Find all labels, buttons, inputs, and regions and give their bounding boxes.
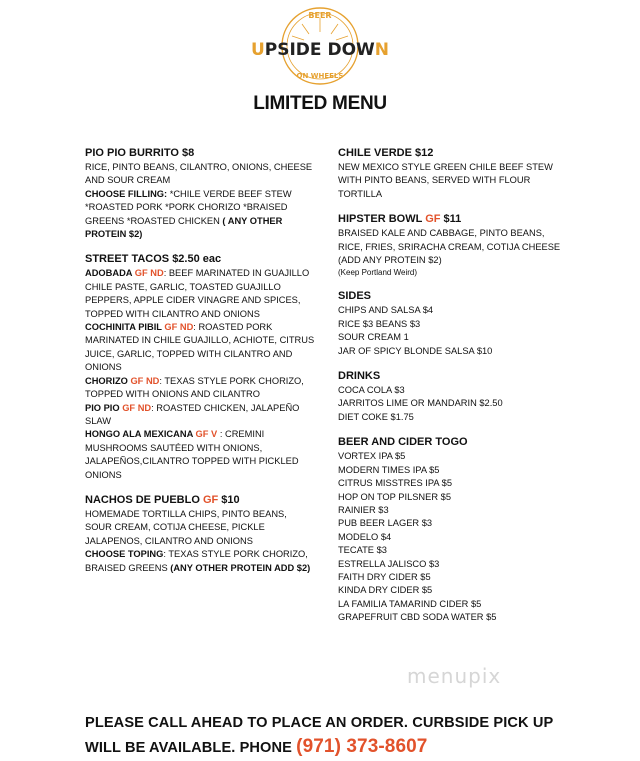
taco-item: COCHINITA PIBIL GF ND: ROASTED PORK MARINATED IN CHILE GUAJILLO, ACHIOTE, CITRUS JUICE, GARLIC, TOPPED WITH CILANTRO AND ONIONS [85, 322, 315, 373]
list-item: HOP ON TOP PILSNER $5 [338, 491, 451, 502]
burrito-desc: RICE, PINTO BEANS, CILANTRO, ONIONS, CHEESE AND SOUR CREAM CHOOSE FILLING: *CHILE VERDE BEEF STEW *ROASTED PORK *PORK CHORIZO *BRAISED GREENS *ROASTED CHICKEN ( ANY OTHER PROTEIN $2) [85, 162, 313, 240]
taco-item: CHORIZO GF ND: TEXAS STYLE PORK CHORIZO, TOPPED WITH ONIONS AND CILANTRO [85, 375, 304, 400]
pio-pio-burrito-section [85, 146, 315, 241]
taco-item: PIO PIO GF ND: ROASTED CHICKEN, JALAPEÑO SLAW [85, 402, 300, 426]
nachos-section [85, 493, 315, 575]
street-tacos-section [85, 252, 315, 482]
chile-verde-section [338, 146, 568, 201]
logo-top-text: BEER [308, 11, 332, 20]
list-item: JARRITOS LIME OR MANDARIN $2.50 [338, 398, 503, 409]
list-item: MODELO $4 [338, 531, 392, 542]
list-item: ESTRELLA JALISCO $3 [338, 558, 440, 569]
list-item: TECATE $3 [338, 545, 387, 556]
drinks-section [338, 369, 568, 424]
list-item: RICE $3 BEANS $3 [338, 318, 421, 329]
list-item: CITRUS MISSTRES IPA $5 [338, 478, 452, 489]
list-item: DIET COKE $1.75 [338, 411, 414, 422]
watermark: menupix [407, 664, 502, 688]
list-item: PUB BEER LAGER $3 [338, 518, 433, 529]
list-item: CHIPS AND SALSA $4 [338, 305, 434, 316]
hipster-bowl-desc: BRAISED KALE AND CABBAGE, PINTO BEANS, RICE, FRIES, SRIRACHA CREAM, COTIJA CHEESE (ADD ANY PROTEIN $2) [338, 228, 561, 266]
list-item: COCA COLA $3 [338, 385, 405, 396]
list-item: LA FAMILIA TAMARIND CIDER $5 [338, 598, 482, 609]
beer-section [338, 435, 568, 624]
left-column [85, 146, 315, 586]
list-item: KINDA DRY CIDER $5 [338, 585, 433, 596]
phone-number[interactable]: (971) 373-8607 [296, 736, 428, 757]
sides-section [338, 289, 568, 358]
list-item: GRAPEFRUIT CBD SODA WATER $5 [338, 612, 497, 623]
footer-line-2: WILL BE AVAILABLE. PHONE (971) 373-8607 [85, 736, 428, 757]
brand-logo [238, 4, 402, 88]
hipster-bowl-heading: HIPSTER BOWL GF $11 [338, 213, 462, 226]
logo-bottom-text: ON WHEELS [296, 72, 344, 80]
street-tacos-heading: STREET TACOS $2.50 eac [85, 253, 222, 266]
burrito-heading: PIO PIO BURRITO $8 [85, 147, 195, 159]
chile-verde-desc: NEW MEXICO STYLE GREEN CHILE BEEF STEW WITH PINTO BEANS, SERVED WITH FLOUR TORTILLA [338, 162, 553, 199]
menu-title: LIMITED MENU [253, 93, 387, 114]
footer-line-1: PLEASE CALL AHEAD TO PLACE AN ORDER. CURBSIDE PICK UP [85, 715, 554, 731]
hipster-bowl-note: (Keep Portland Weird) [338, 268, 417, 278]
list-item: VORTEX IPA $5 [338, 451, 406, 462]
drinks-heading: DRINKS [338, 370, 381, 383]
right-column [338, 146, 568, 636]
logo-name: UPSIDE DOWN [250, 40, 390, 60]
footer-notice [85, 711, 625, 760]
beer-heading: BEER AND CIDER TOGO [338, 436, 468, 449]
sides-heading: SIDES [338, 290, 372, 303]
chile-verde-heading: CHILE VERDE $12 [338, 147, 434, 159]
taco-item: ADOBADA GF ND: BEEF MARINATED IN GUAJILLO CHILE PASTE, GARLIC, TOASTED GUAJILLO PEPPERS, APPLE CIDER VINAGRE AND SPICES, TOPPED WITH CILANTRO AND ONIONS [85, 268, 310, 319]
nachos-desc: HOMEMADE TORTILLA CHIPS, PINTO BEANS, SOUR CREAM, COTIJA CHEESE, PICKLE JALAPENOS, CILANTRO AND ONIONS CHOOSE TOPING: TEXAS STYLE PORK CHORIZO, BRAISED GREENS (ANY OTHER PROTEIN ADD $2) [85, 508, 311, 573]
hipster-bowl-section [338, 212, 568, 278]
list-item: MODERN TIMES IPA $5 [338, 464, 440, 475]
list-item: FAITH DRY CIDER $5 [338, 571, 431, 582]
nachos-heading: NACHOS DE PUEBLO GF $10 [85, 493, 240, 506]
list-item: RAINIER $3 [338, 504, 389, 515]
list-item: JAR OF SPICY BLONDE SALSA $10 [338, 345, 493, 356]
list-item: SOUR CREAM 1 [338, 332, 409, 343]
taco-item: HONGO ALA MEXICANA GF V : CREMINI MUSHROOMS SAUTÉED WITH ONIONS, JALAPEÑOS,CILANTRO TOPPED WITH PICKLED ONIONS [85, 429, 299, 480]
